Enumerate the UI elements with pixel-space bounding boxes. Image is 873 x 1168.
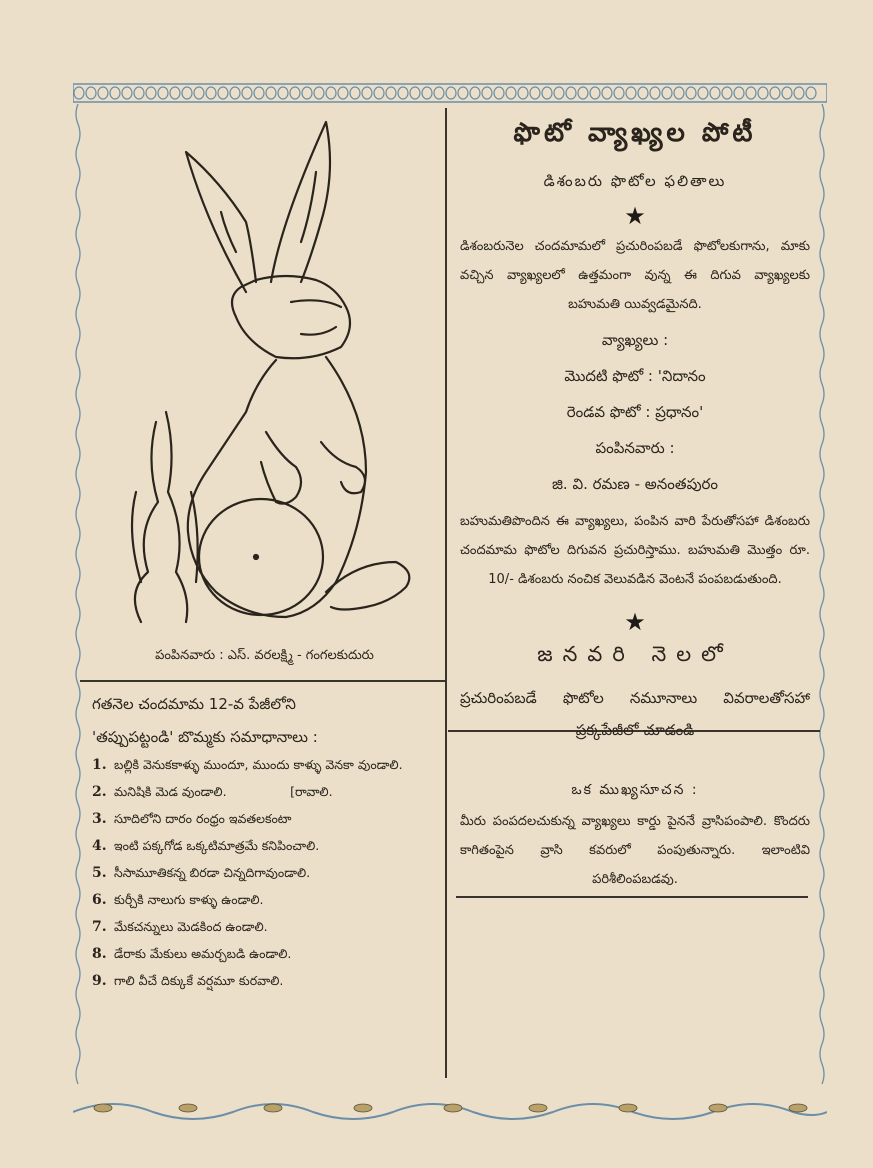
answer-text: బల్లికి వెనుకకాళ్ళు ముందూ, ముందు కాళ్ళు వెనకా వుండాలి.	[114, 757, 403, 772]
answer-text: సీసామూతికన్న బిరడా చిన్నదిగావుండాలి.	[114, 865, 311, 880]
column-divider	[445, 108, 447, 1078]
sender-name: జి. వి. రమణ - అనంతపురం	[551, 475, 719, 493]
answer-number: 3.	[92, 811, 107, 827]
answer-text: గాలి వీచే దిక్కుకే వర్షమూ కురవాలి.	[114, 973, 284, 988]
list-item	[92, 836, 437, 856]
list-item	[92, 917, 437, 937]
puzzle-heading-line1: గతనెల చందమామ 12-వ పేజీలోని	[92, 695, 296, 713]
answer-text: ఇంటి పక్కగోడ ఒక్కటిమాత్రమే కనిపించాలి.	[114, 838, 320, 853]
intro-paragraph: డిశంబరునెల చందమామలో ప్రచురింపబడే ఫొటోలకుగాను, మాకు వచ్చిన వ్యాఖ్యలలో ఉత్తమంగా వున్న ఈ దిగువ వ్యాఖ్యలకు బహుమతి యివ్వడమైనది.	[460, 239, 810, 312]
list-item	[92, 890, 437, 910]
answer-text: సూదిలోని దారం రంధ్రం ఇవతలకంటా	[114, 811, 292, 826]
answer-text: మనిషికి మెడ వుండాలి. [రావాలి.	[114, 784, 333, 799]
illustration-caption: పంపినవారు : ఎస్. వరలక్ష్మి - గంగలకుదురు	[155, 648, 374, 663]
list-item	[92, 755, 437, 775]
answer-number: 4.	[92, 838, 107, 854]
sender-label: పంపినవారు :	[595, 439, 675, 457]
answer-number: 2.	[92, 784, 107, 800]
decorative-left-border	[73, 104, 83, 1094]
decorative-right-border	[817, 104, 827, 1094]
list-item	[92, 971, 437, 991]
captions-label: వ్యాఖ్యలు :	[601, 331, 669, 349]
prize-paragraph: బహుమతిపొందిన ఈ వ్యాఖ్యలు, పంపిన వారి పేరుతోసహా డిశంబరు చందమామ ఫొటోల దిగువన ప్రచురిస్తాము. బహుమతి మొత్తం రూ. 10/- డిశంబరు నంచిక వెలువడిన వెంటనే పంపబడుతుంది.	[460, 514, 810, 587]
list-item	[92, 809, 437, 829]
decorative-lamp-border	[73, 1086, 827, 1120]
decorative-top-border	[73, 82, 827, 104]
right-note-divider	[456, 896, 808, 898]
answer-list	[92, 755, 437, 998]
star-icon: ★	[624, 608, 646, 636]
answer-number: 6.	[92, 892, 107, 908]
winning-caption-2: రెండవ ఫొటో : ప్రధానం'	[566, 403, 704, 421]
rabbit-illustration	[96, 112, 436, 642]
contest-title: ఫొటో వ్యాఖ్యల పోటీ	[513, 118, 757, 148]
list-item	[92, 863, 437, 883]
january-heading: జనవరి నెలలో	[537, 642, 733, 666]
answer-number: 5.	[92, 865, 107, 881]
list-item	[92, 944, 437, 964]
puzzle-heading	[92, 688, 437, 754]
answer-number: 9.	[92, 973, 107, 989]
contest-subtitle: డిశంబరు ఫొటోల ఫలితాలు	[543, 172, 727, 190]
answer-number: 1.	[92, 757, 107, 773]
left-section-divider	[80, 680, 446, 682]
note-heading: ఒక ముఖ్యసూచన :	[571, 782, 699, 798]
answer-text: డేరాకు మేకులు అమర్చబడి ఉండాలి.	[114, 946, 292, 961]
answer-text: మేకచన్నులు మెడకింద ఉండాలి.	[114, 919, 268, 934]
puzzle-heading-line2: 'తప్పుపట్టండి' బొమ్మకు సమాధానాలు :	[92, 728, 318, 746]
contest-column	[460, 110, 810, 894]
star-icon: ★	[624, 202, 646, 230]
winning-caption-1: మొదటి ఫొటో : 'నిదానం	[564, 367, 706, 385]
answer-number: 7.	[92, 919, 107, 935]
january-paragraph: ప్రచురింపబడే ఫొటోల నమూనాలు వివరాలతోసహా ప్రక్కపేజీలో చూడండి	[460, 689, 810, 739]
list-item	[92, 782, 437, 802]
answer-number: 8.	[92, 946, 107, 962]
answer-text: కుర్చీకి నాలుగు కాళ్ళు ఉండాలి.	[114, 892, 264, 907]
note-paragraph: మీరు పంపదలచుకున్న వ్యాఖ్యలు కార్డు పైననే వ్రాసిపంపాలి. కొందరు కాగితంపైన వ్రాసి కవరులో పంపుతున్నారు. ఇలాంటివి పరిశీలింపబడవు.	[460, 814, 810, 887]
